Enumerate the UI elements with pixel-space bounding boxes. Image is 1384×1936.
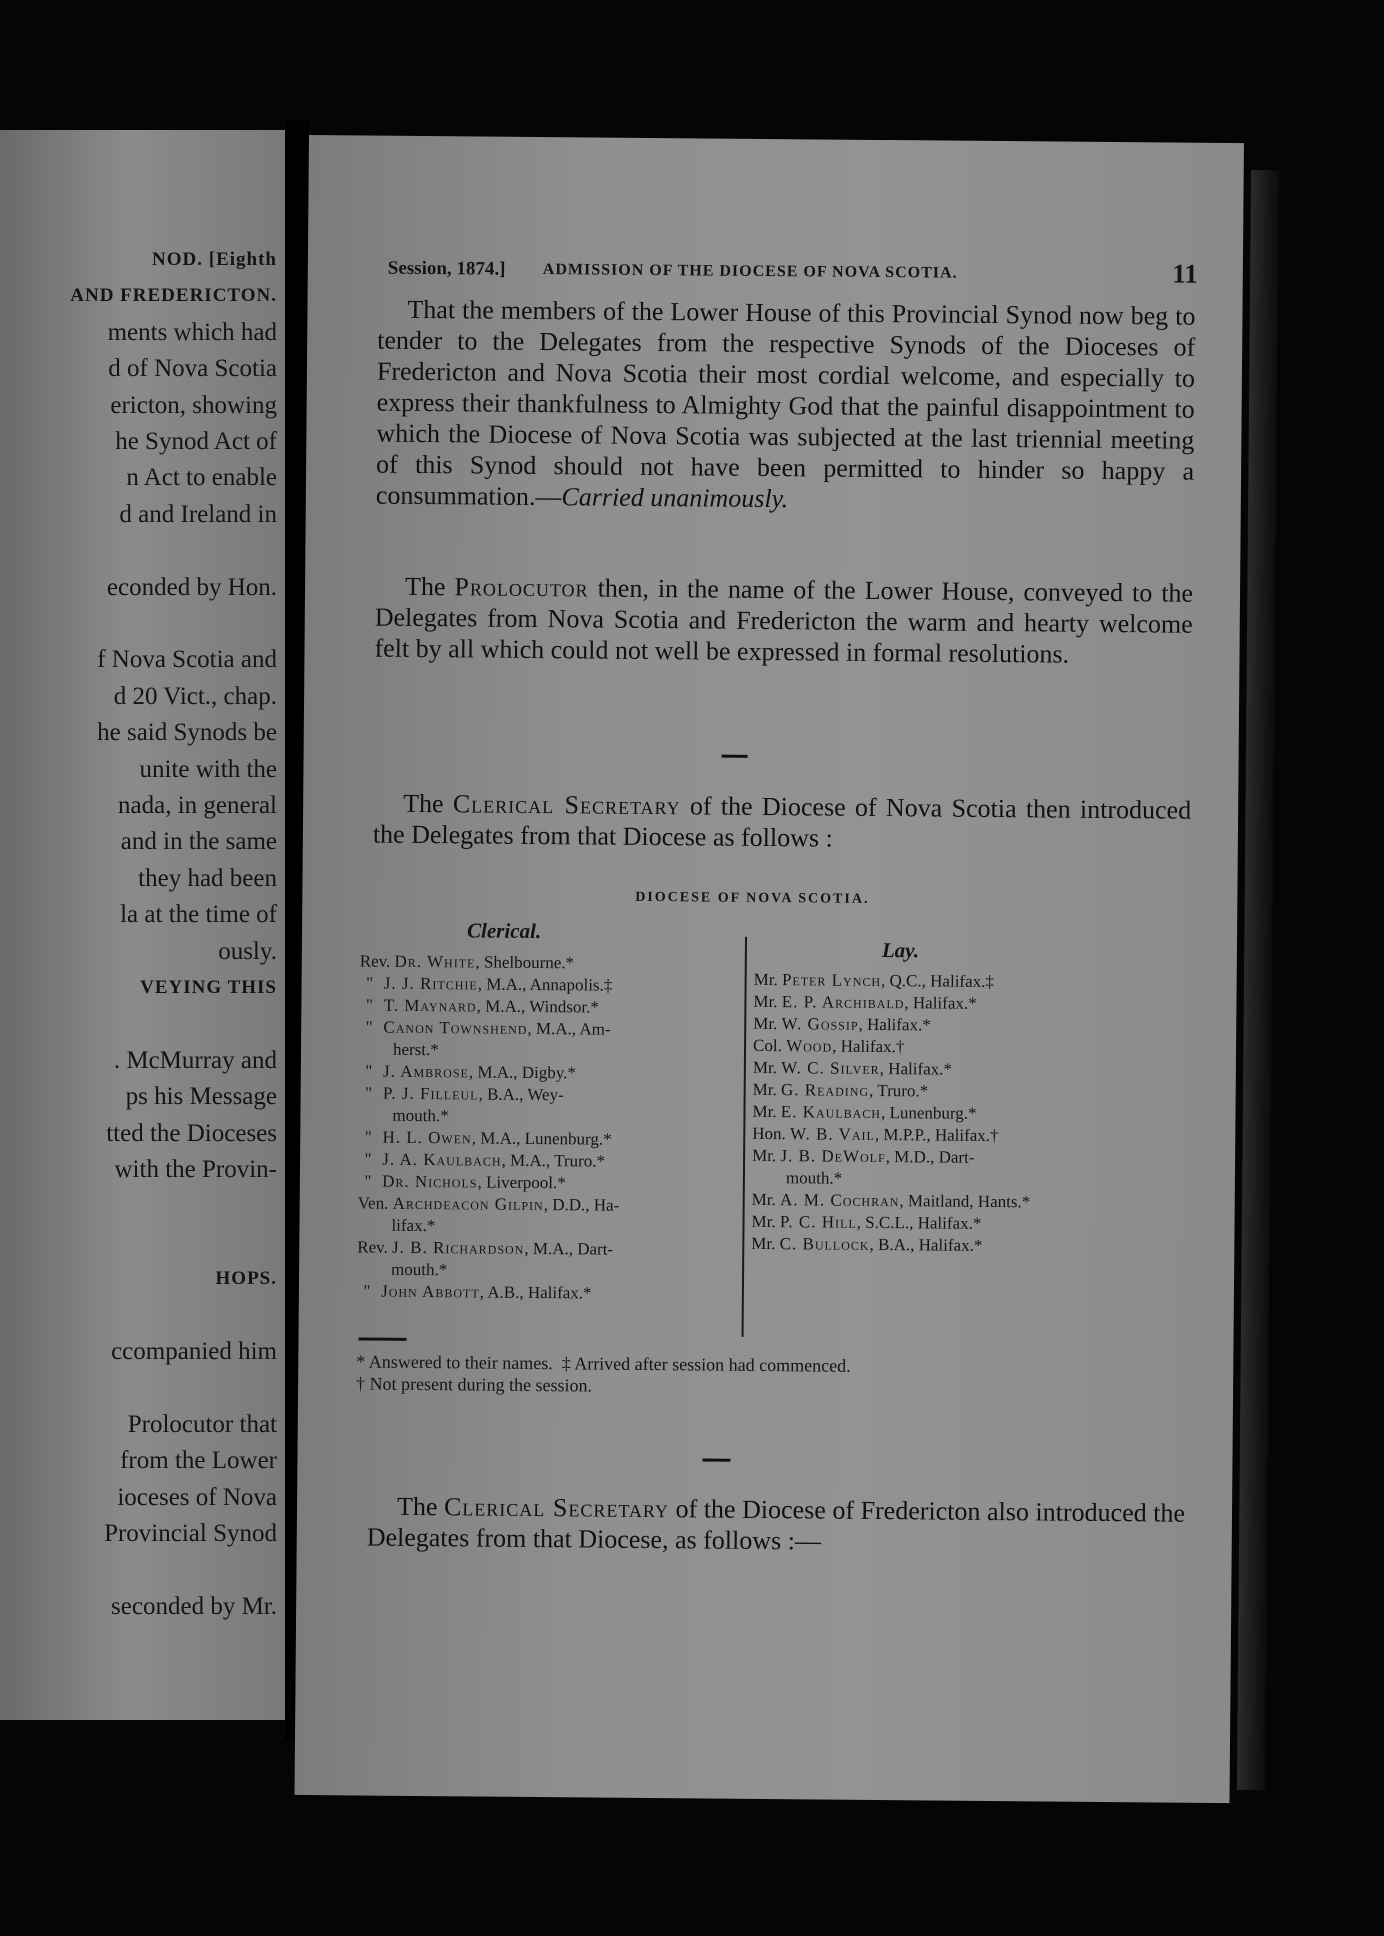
footnote-rule <box>358 1337 406 1340</box>
current-page <box>295 135 1244 1803</box>
resolution-paragraph <box>376 294 1196 518</box>
delegate-title: " <box>365 995 373 1015</box>
prolocutor-text: then, in the name of the Lower House, conveyed to the Delegates from Nova Scotia and Fredericton the warm and hearty welcome felt by all which could not well be expressed in formal resolutions. <box>374 573 1194 669</box>
previous-page-line: with the Provin- <box>114 1156 277 1183</box>
delegate-title: Mr. <box>751 1233 776 1254</box>
previous-page-line: d and Ireland in <box>119 500 277 528</box>
delegate-name: Wood <box>786 1036 833 1056</box>
delegate-details: , Q.C., Halifax.‡ <box>880 971 995 992</box>
delegate-name: W. Gossip <box>781 1014 859 1034</box>
delegate-title: " <box>365 1083 373 1103</box>
delegate-details: , M.A., Am- <box>527 1018 611 1039</box>
delegate-name: E. Kaulbach <box>780 1102 882 1123</box>
delegate-name: J. B. DeWolf <box>780 1146 886 1167</box>
lay-delegate-entry <box>754 969 1114 994</box>
previous-page-line: NOD. [Eighth <box>152 249 277 270</box>
nova-scotia-intro-text: of the Diocese of Nova Scotia then introduced the Delegates from that Diocese as follows : <box>372 791 1192 853</box>
lay-delegate-entry <box>752 1101 1112 1126</box>
page-edge <box>1237 170 1279 1790</box>
previous-page-line: HOPS. <box>215 1268 277 1290</box>
previous-page-line: they had been <box>138 864 277 892</box>
previous-page-line: econded by Hon. <box>106 573 277 601</box>
lay-delegate-entry <box>753 1057 1113 1082</box>
delegate-details: , B.A., Halifax.* <box>869 1234 983 1255</box>
delegate-title: Mr. <box>753 991 778 1012</box>
nova-scotia-intro-paragraph <box>373 788 1192 857</box>
delegate-title: " <box>363 1281 371 1301</box>
delegate-title: Mr. <box>752 1145 777 1166</box>
delegate-details: , M.A., Lunenburg.* <box>471 1128 612 1149</box>
previous-page-line: ously. <box>218 937 277 965</box>
delegate-name: Dr. Nichols <box>382 1171 478 1192</box>
delegate-name: J. A. Kaulbach <box>382 1149 502 1170</box>
section-separator <box>722 755 748 758</box>
previous-page-line: ps his Message <box>125 1083 277 1111</box>
previous-page-line: la at the time of <box>120 901 277 929</box>
paragraph-lead: The <box>404 571 455 602</box>
resolution-outcome: Carried unanimously. <box>561 482 789 514</box>
delegate-title: " <box>365 1017 373 1037</box>
previous-page-line: he Synod Act of <box>115 428 277 455</box>
previous-page-line: tted the Dioceses <box>106 1119 277 1147</box>
previous-page-line: . McMurray and <box>113 1046 277 1074</box>
lay-delegate-entry <box>751 1233 1111 1258</box>
clerical-heading: Clerical. <box>466 918 542 944</box>
lay-delegate-entry <box>753 1013 1113 1038</box>
delegate-details: , B.A., Wey- <box>478 1084 564 1105</box>
delegate-title: Mr. <box>752 1101 777 1122</box>
delegate-title: Rev. <box>357 1237 388 1257</box>
delegate-name: W. B. Vail <box>790 1124 875 1144</box>
delegate-title: " <box>365 1061 373 1081</box>
lay-delegate-entry <box>752 1123 1112 1148</box>
delegate-details: , Maitland, Hants.* <box>899 1191 1031 1212</box>
footnote-answered: * Answered to their names. <box>356 1351 553 1374</box>
previous-page <box>0 130 285 1720</box>
running-head <box>388 254 1198 295</box>
delegate-name: Archdeacon Gilpin <box>392 1193 544 1215</box>
delegate-title: Mr. <box>753 969 778 990</box>
delegate-name: P. J. Filleul <box>382 1083 479 1104</box>
prolocutor-paragraph <box>374 571 1193 671</box>
lay-delegate-entry <box>752 1145 1112 1192</box>
footnote-not-present: † Not present during the session. <box>356 1373 593 1396</box>
session-label: Session, 1874.] <box>387 257 506 280</box>
fredericton-intro-text: of the Diocese of Fredericton also introduced the Delegates from that Diocese, as follows :— <box>366 1494 1186 1556</box>
clerical-secretary-term: Clerical Secretary <box>452 789 681 821</box>
delegate-details: , M.D., Dart- <box>885 1147 975 1167</box>
page-number: 11 <box>1172 258 1198 289</box>
delegate-details: , M.A., Truro.* <box>501 1150 606 1171</box>
delegate-name: Peter Lynch <box>781 970 882 991</box>
delegate-name: A. M. Cochran <box>779 1190 900 1211</box>
previous-page-line: AND FREDERICTON. <box>70 285 277 307</box>
section-separator <box>702 1458 730 1461</box>
clerical-delegates-list <box>357 950 740 1305</box>
delegate-name: E. P. Archibald <box>781 992 905 1013</box>
delegate-details-continued: lifax.* <box>391 1215 436 1236</box>
delegate-name: W. C. Silver <box>781 1058 880 1079</box>
diocese-heading: DIOCESE OF NOVA SCOTIA. <box>635 889 870 907</box>
previous-page-line: Provincial Synod <box>104 1520 277 1547</box>
delegate-title: " <box>366 973 374 993</box>
delegate-title: " <box>364 1149 372 1169</box>
delegate-title: Mr. <box>752 1057 778 1078</box>
lay-delegate-entry <box>753 1035 1113 1060</box>
delegate-title: " <box>364 1127 372 1147</box>
lay-delegates-list <box>751 969 1113 1258</box>
footnotes <box>356 1350 1136 1401</box>
delegate-name: T. Maynard <box>383 995 477 1016</box>
lay-delegate-entry <box>752 1189 1112 1214</box>
prolocutor-term: Prolocutor <box>454 572 589 603</box>
delegate-details: , Shelbourne.* <box>475 952 575 973</box>
clerical-delegate-entry <box>359 1016 739 1063</box>
previous-page-line: d 20 Vict., chap. <box>113 682 277 710</box>
delegate-details-continued: mouth.* <box>785 1168 843 1188</box>
delegate-title: Ven. <box>357 1193 389 1213</box>
clerical-delegate-entry <box>357 1192 737 1239</box>
delegate-details: , M.A., Digby.* <box>468 1062 577 1083</box>
delegate-name: C. Bullock <box>779 1234 870 1254</box>
paragraph-lead: The <box>403 788 454 819</box>
delegate-details: , M.A., Windsor.* <box>476 996 599 1017</box>
previous-page-line: unite with the <box>139 755 277 783</box>
clerical-delegate-entry <box>357 1236 737 1283</box>
delegate-details: , S.C.L., Halifax.* <box>856 1212 982 1233</box>
delegate-title: Rev. <box>359 951 391 971</box>
previous-page-line: and in the same <box>120 828 277 856</box>
delegate-name: John Abbott <box>381 1281 480 1302</box>
column-divider <box>742 937 747 1337</box>
previous-page-line: he said Synods be <box>97 719 277 747</box>
delegate-name: J. J. Ritchie <box>383 973 478 994</box>
delegate-name: Canon Townshend <box>383 1017 528 1038</box>
delegate-details-continued: mouth.* <box>391 1259 448 1280</box>
delegate-details: , M.A., Dart- <box>524 1238 614 1259</box>
delegate-title: Mr. <box>751 1211 776 1232</box>
previous-page-line: ioceses of Nova <box>117 1483 277 1511</box>
clerical-delegate-entry <box>357 1280 737 1305</box>
previous-page-line: seconded by Mr. <box>111 1592 277 1620</box>
delegate-details-continued: mouth.* <box>392 1105 449 1126</box>
previous-page-line: nada, in general <box>118 792 277 819</box>
delegate-title: Hon. <box>752 1123 786 1144</box>
delegate-details: , M.A., Annapolis.‡ <box>477 974 613 995</box>
delegate-name: Dr. White <box>394 951 476 972</box>
delegate-title: Mr. <box>751 1189 776 1210</box>
delegate-details: , Halifax.* <box>879 1059 953 1079</box>
previous-page-line: ments which had <box>107 318 277 346</box>
page-title: ADMISSION OF THE DIOCESE OF NOVA SCOTIA. <box>542 261 958 282</box>
previous-page-line: f Nova Scotia and <box>97 646 277 674</box>
resolution-text: That the members of the Lower House of this Provincial Synod now beg to tender to the Delegates from the respective Synods of the Dioceses of Fredericton and Nova Scotia their most cordial welcome, and especially to express their thankfulness to Almighty God that the painful disappointment to which the Diocese of Nova Scotia was subjected at the last triennial meeting of this Synod should not have been permitted to hinder so happy a consummation.— <box>375 294 1196 512</box>
lay-delegate-entry <box>751 1211 1111 1236</box>
delegate-title: Mr. <box>752 1079 777 1100</box>
delegate-details: , Halifax.* <box>904 993 977 1013</box>
clerical-delegate-entry <box>358 1082 738 1129</box>
delegate-title: Col. <box>752 1035 782 1056</box>
delegate-title: Mr. <box>753 1013 778 1034</box>
delegate-details: , Halifax.† <box>832 1036 905 1057</box>
delegate-details: , A.B., Halifax.* <box>479 1282 592 1303</box>
delegate-details: , Lunenburg.* <box>880 1103 977 1123</box>
previous-page-line: VEYING THIS <box>140 977 277 998</box>
delegate-details: , Halifax.* <box>858 1014 931 1035</box>
delegate-name: J. B. Richardson <box>391 1237 525 1258</box>
previous-page-line: Prolocutor that <box>127 1410 277 1438</box>
delegate-title: " <box>364 1171 372 1191</box>
delegate-details-continued: herst.* <box>392 1039 439 1060</box>
delegate-details: , Truro.* <box>869 1080 929 1101</box>
previous-page-line: ccompanied him <box>111 1338 277 1365</box>
lay-delegate-entry <box>753 991 1113 1016</box>
lay-heading: Lay. <box>881 938 920 963</box>
clerical-secretary-term: Clerical Secretary <box>443 1492 670 1524</box>
previous-page-line: from the Lower <box>120 1447 277 1475</box>
delegate-details: , D.D., Ha- <box>543 1195 620 1215</box>
delegate-details: , Liverpool.* <box>477 1172 566 1193</box>
delegate-name: H. L. Owen <box>382 1127 472 1148</box>
delegate-name: J. Ambrose <box>383 1061 469 1082</box>
previous-page-line: n Act to enable <box>126 464 277 492</box>
delegate-name: P. C. Hill <box>779 1212 857 1232</box>
previous-page-line: d of Nova Scotia <box>108 355 277 383</box>
footnote-arrived: ‡ Arrived after session had commenced. <box>561 1353 851 1376</box>
delegate-name: G. Reading <box>780 1080 870 1100</box>
paragraph-lead: The <box>396 1491 445 1522</box>
previous-page-line: ericton, showing <box>110 391 277 419</box>
lay-delegate-entry <box>753 1079 1113 1104</box>
fredericton-intro-paragraph <box>367 1491 1186 1560</box>
delegate-details: , M.P.P., Halifax.† <box>874 1124 999 1146</box>
